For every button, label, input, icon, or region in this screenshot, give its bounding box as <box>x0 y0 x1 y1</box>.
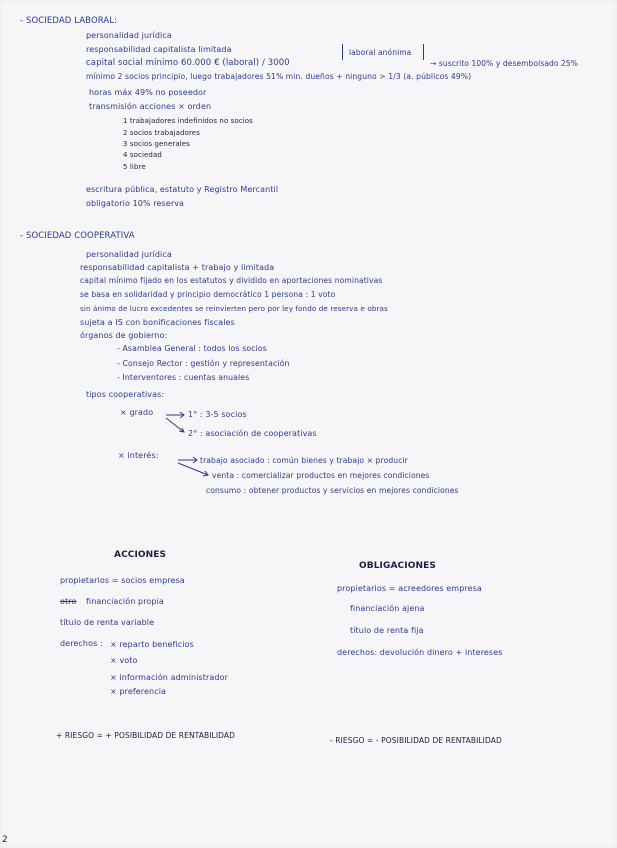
order-item: 5 libre <box>123 163 146 171</box>
derecho-item: × voto <box>110 656 138 665</box>
laboral-line: capital social mínimo 60.000 € (laboral) / 3000 <box>86 58 290 68</box>
grado-item: 2° : asociación de cooperativas <box>188 429 317 438</box>
coop-line: sin ánimo de lucro excedentes se reinvierten pero por ley fondo de reserva e obras <box>80 304 388 313</box>
arrow-icon <box>178 463 208 475</box>
derecho-item: × información administrador <box>110 673 228 682</box>
laboral-title: - SOCIEDAD LABORAL: <box>20 16 118 26</box>
coop-line: órganos de gobierno: <box>80 331 168 340</box>
capital-note: → suscrito 100% y desembolsado 25% <box>430 59 579 68</box>
arrow-icon <box>166 418 184 432</box>
laboral-line: horas máx 49% no poseedor <box>89 88 207 97</box>
obligaciones-title: OBLIGACIONES <box>359 561 436 571</box>
interes-item: consumo : obtener productos y servicios en mejores condiciones <box>206 486 459 495</box>
laboral-line: mínimo 2 socios principio, luego trabajadores 51% min. dueños + ninguno > 1/3 (a. públicos 49%) <box>86 72 472 81</box>
grado-label: × grado <box>120 408 154 417</box>
coop-title: - SOCIEDAD COOPERATIVA <box>20 231 135 241</box>
acciones-line: financiación propia <box>86 597 164 606</box>
page-mark: 2 <box>2 835 8 845</box>
obligaciones-riesgo: - RIESGO = - POSIBILIDAD DE RENTABILIDAD <box>330 736 502 745</box>
acciones-line: derechos : <box>60 639 103 648</box>
derecho-item: × preferencia <box>110 687 167 696</box>
organo-item: - Interventores : cuentas anuales <box>117 373 250 382</box>
obligaciones-line: derechos: devolución dinero + intereses <box>337 648 503 657</box>
interes-item: venta : comercializar productos en mejores condiciones <box>212 471 430 480</box>
acciones-line: propietarios = socios empresa <box>60 576 185 585</box>
coop-line: se basa en solidaridad y principio democrático 1 persona : 1 voto <box>80 290 336 299</box>
order-item: 1 trabajadores indefinidos no socios <box>123 117 253 125</box>
capital-box-text: laboral anónima <box>349 48 412 57</box>
order-item: 3 socios generales <box>123 140 190 148</box>
order-item: 4 sociedad <box>123 151 162 159</box>
coop-line: capital mínimo fijado en los estatutos y dividido en aportaciones nominativas <box>80 276 383 285</box>
grado-item: 1° : 3-5 socios <box>188 410 247 419</box>
laboral-line: transmisión acciones × orden <box>89 102 212 111</box>
organo-item: - Asamblea General : todos los socios <box>117 344 267 353</box>
laboral-escritura: escritura pública, estatuto y Registro Mercantil <box>86 185 279 194</box>
coop-line: personalidad jurídica <box>86 250 172 259</box>
derecho-item: × reparto beneficios <box>110 640 194 649</box>
obligaciones-line: financiación ajena <box>350 604 425 613</box>
organo-item: - Consejo Rector : gestión y representación <box>117 359 290 368</box>
acciones-riesgo: + RIESGO = + POSIBILIDAD DE RENTABILIDAD <box>56 731 235 740</box>
obligaciones-line: título de renta fija <box>350 626 424 635</box>
obligaciones-line: propietarios = acreedores empresa <box>337 584 482 593</box>
tipos-title: tipos cooperativas: <box>86 390 165 399</box>
order-item: 2 socios trabajadores <box>123 129 200 137</box>
laboral-reserva: obligatorio 10% reserva <box>86 199 185 208</box>
interes-item: trabajo asociado : común bienes y trabajo × producir <box>200 456 408 465</box>
laboral-line: responsabilidad capitalista limitada <box>86 45 232 54</box>
acciones-title: ACCIONES <box>114 550 167 560</box>
acciones-cross-out: otro <box>60 598 77 606</box>
coop-line: sujeta a IS con bonificaciones fiscales <box>80 318 235 327</box>
coop-line: responsabilidad capitalista + trabajo y limitada <box>80 263 275 272</box>
laboral-line: personalidad jurídica <box>86 31 172 40</box>
interes-label: × interés: <box>118 451 159 460</box>
acciones-line: título de renta variable <box>60 618 155 627</box>
